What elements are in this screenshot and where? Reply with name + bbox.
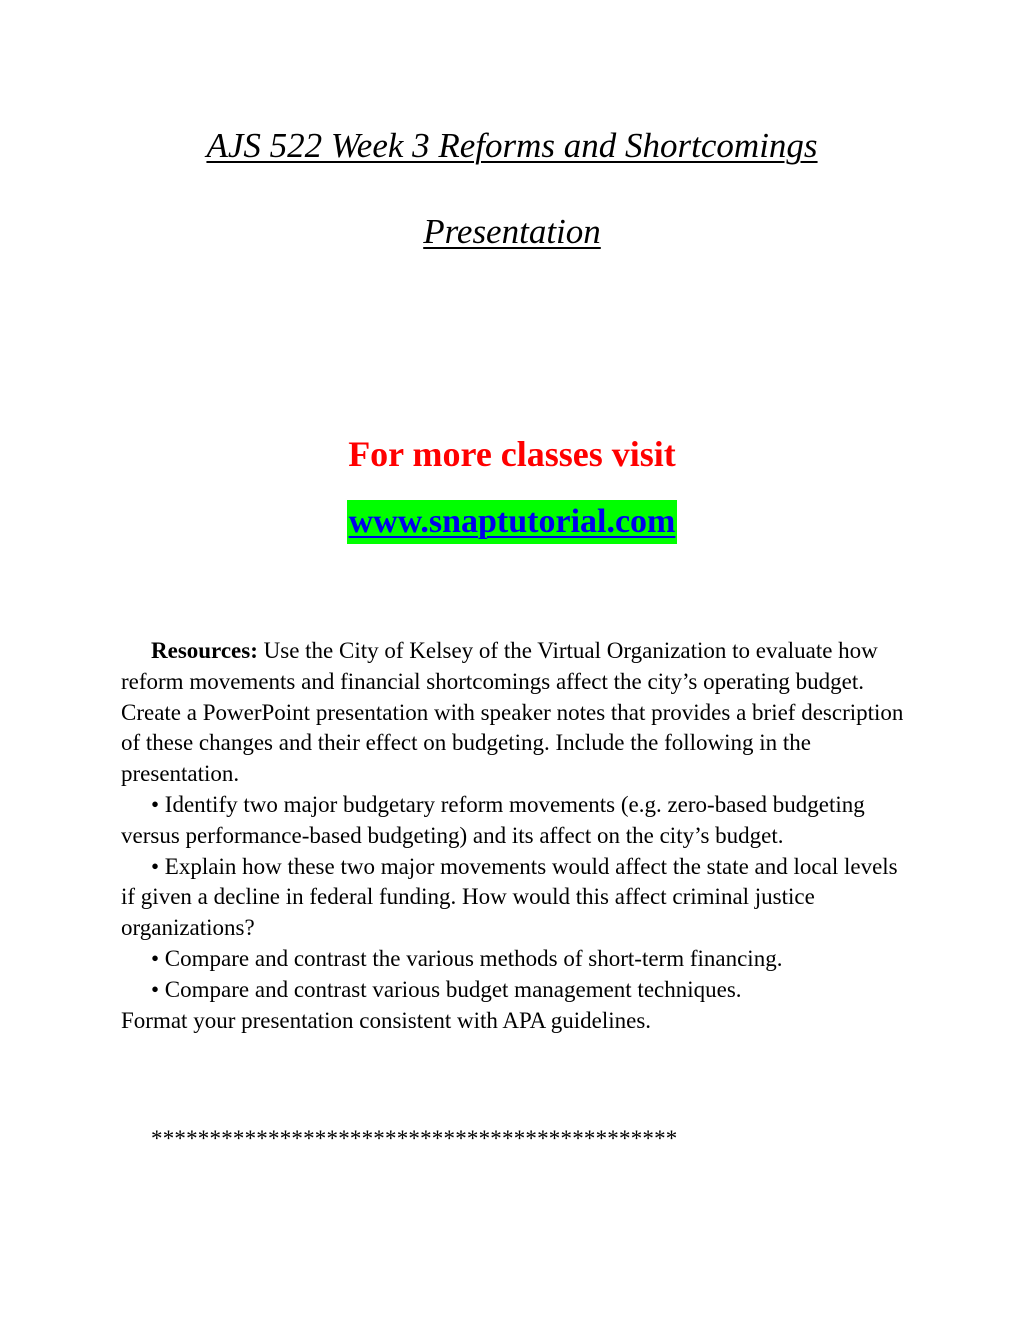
separator-line: ********************************************* [151,1126,678,1151]
bullet-item [121,852,911,944]
snaptutorial-link[interactable]: www.snaptutorial.com [347,500,678,544]
promo-heading: For more classes visit [348,434,676,474]
resources-label: Resources: [151,638,258,663]
promo-link-container [0,499,1024,544]
assignment-body [121,636,911,1036]
resources-paragraph [121,636,911,790]
bullet-item [121,944,911,975]
document-title-line-1: AJS 522 Week 3 Reforms and Shortcomings [206,126,818,165]
closing-line: Format your presentation consistent with APA guidelines. [121,1007,652,1033]
bullet-text-4: • Compare and contrast various budget management techniques. [151,976,742,1002]
bullet-item [121,975,911,1006]
document-title-line-2: Presentation [423,212,601,251]
bullet-item [121,790,911,852]
resources-text: Use the City of Kelsey of the Virtual Organization to evaluate how reform movements and financial shortcomings affect the city’s operating budget. Create a PowerPoint presentation with speaker notes that provides a brief description of these changes and their effect on budgeting. Include the following in the presentation. [121,638,904,787]
bullet-text-3: • Compare and contrast the various methods of short-term financing. [151,945,783,971]
bullet-text-1: • Identify two major budgetary reform movements (e.g. zero-based budgeting versus performance-based budgeting) and its affect on the city’s budget. [121,791,865,848]
bullet-text-2: • Explain how these two major movements would affect the state and local levels if given a decline in federal funding. How would this affect criminal justice organizations? [121,853,898,941]
